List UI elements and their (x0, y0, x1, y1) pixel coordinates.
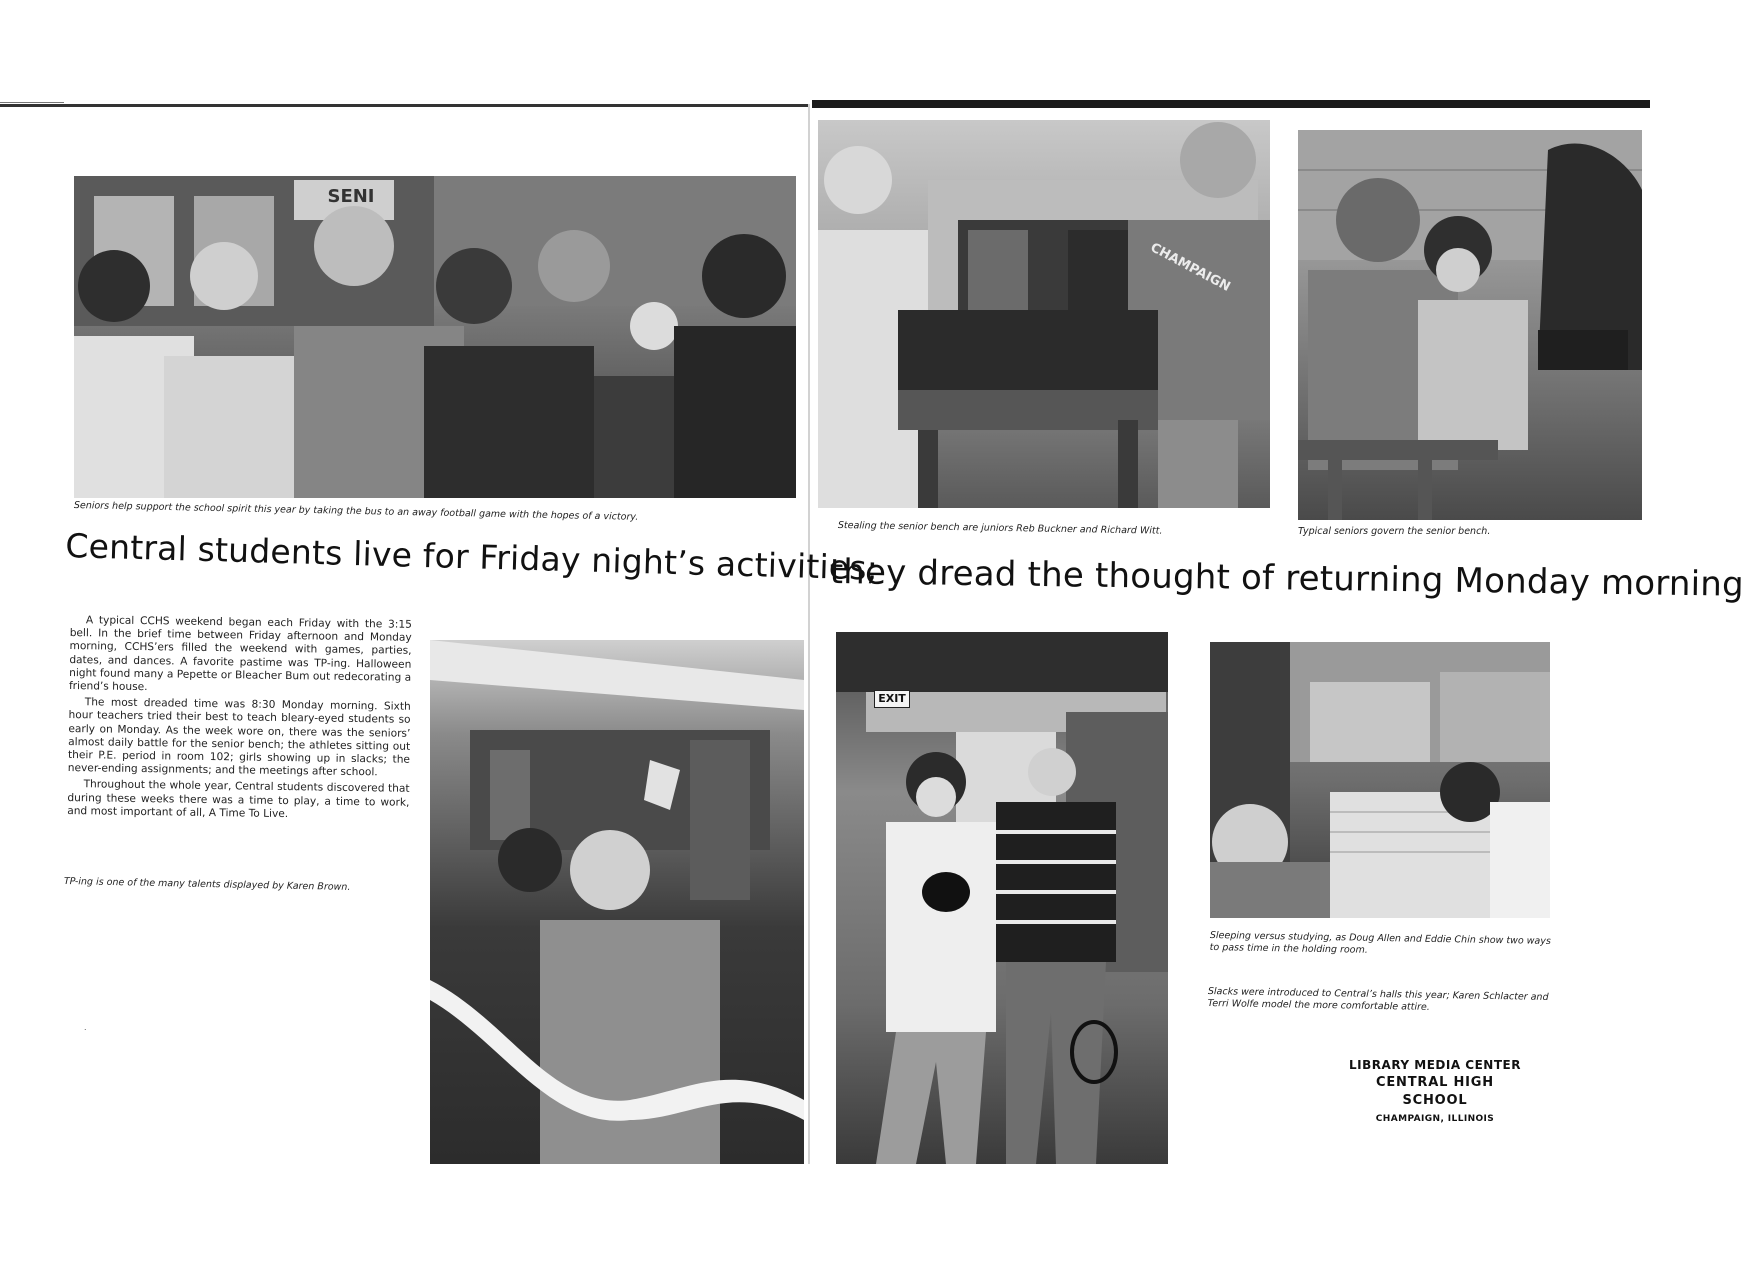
caption-hallway-walk: Slacks were introduced to Central’s halls this year; Karen Schlacter and Terri Wolfe model the more comfortable attire. (1207, 986, 1549, 1013)
caption-seniors-bus: Seniors help support the school spirit this year by taking the bus to an away football game with the hopes of a victory. (73, 500, 639, 523)
photo-seniors-bench (1298, 130, 1642, 520)
page-top-edge-left (0, 104, 810, 107)
caption-stealing-bench: Stealing the senior bench are juniors Reb Buckner and Richard Witt. (837, 520, 1163, 537)
body-paragraph: The most dreaded time was 8:30 Monday morning. Sixth hour teachers tried their best to teach bleary-eyed students so early on Monday. As the week wore on, there was the seniors’ almost daily battle for the senior bench; the athletes sitting out their P.E. period in room 102; girls showing up in slacks; the never-ending assignments; and the meetings after school. (67, 696, 411, 779)
library-stamp (1345, 1056, 1525, 1128)
caption-holding-room: Sleeping versus studying, as Doug Allen and Eddie Chin show two ways to pass time in the holding room. (1209, 930, 1551, 956)
caption-seniors-bench: Typical seniors govern the senior bench. (1298, 526, 1491, 537)
body-paragraph: A typical CCHS weekend began each Friday with the 3:15 bell. In the brief time between Friday afternoon and Monday morning, CCHS’ers filled the weekend with games, parties, dates, and dances. A favorite pastime was TP-ing. Halloween night found many a Pepette or Bleacher Bum out redecorating a friend’s house. (68, 614, 412, 694)
photo-holding-room (1210, 642, 1550, 918)
headline-right: they dread the thought of returning Monday morning (829, 552, 1744, 605)
photo-hallway-walk (836, 632, 1168, 1164)
photo-tp-ing (430, 640, 804, 1164)
body-paragraph: Throughout the whole year, Central students discovered that during these weeks there was a time to play, a time to work, and most important of all, A Time To Live. (67, 778, 410, 820)
stamp-line-2: CENTRAL HIGH SCHOOL (1376, 1075, 1494, 1108)
headline-left: Central students live for Friday night’s activities; (64, 526, 879, 588)
page-top-edge-right (812, 100, 1650, 108)
photo-stealing-bench (818, 120, 1270, 508)
photo-seniors-bus (74, 176, 796, 498)
stamp-line-3: CHAMPAIGN, ILLINOIS (1375, 1114, 1495, 1124)
caption-tp-ing: TP-ing is one of the many talents displayed by Karen Brown. (63, 876, 351, 893)
scan-corner-mark (0, 102, 64, 103)
bus-sign-text: SENI (327, 186, 375, 207)
scan-speck: . (84, 1022, 87, 1032)
stamp-line-1: LIBRARY MEDIA CENTER (1349, 1058, 1521, 1072)
shirt-text: CHAMPAIGN (1147, 240, 1233, 295)
body-text (67, 614, 412, 826)
center-fold (808, 104, 810, 1164)
exit-sign: EXIT (874, 690, 910, 708)
